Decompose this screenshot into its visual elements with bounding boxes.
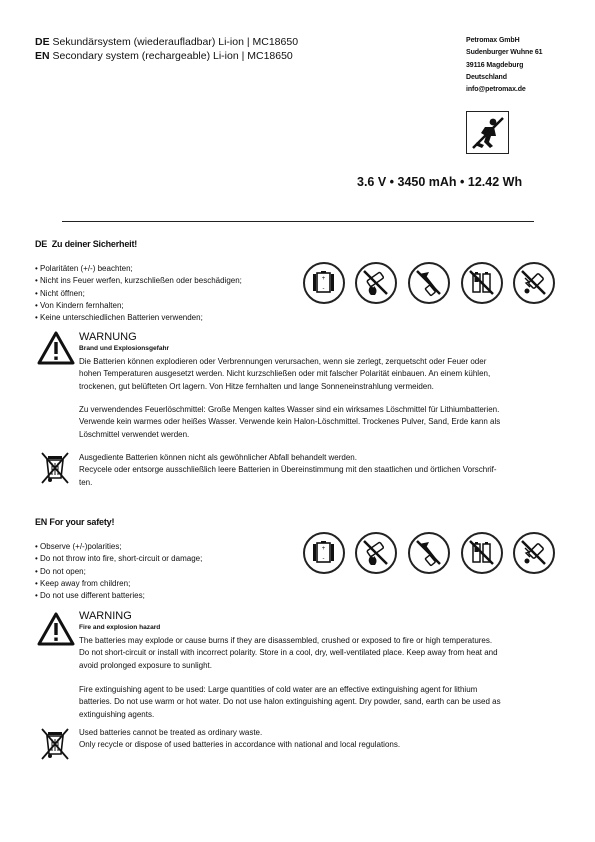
no-mixed-batteries-icon <box>461 532 503 574</box>
list-item: • Polaritäten (+/-) beachten; <box>35 264 133 273</box>
company-address <box>466 35 542 96</box>
no-mixed-batteries-icon <box>461 262 503 304</box>
en-safety-heading <box>35 517 114 527</box>
list-item: • Do not open; <box>35 566 86 576</box>
list-item: • Do not throw into fire, short-circuit or damage; <box>35 554 203 564</box>
svg-text:-: - <box>322 556 325 562</box>
de-bullet-list <box>35 263 242 324</box>
no-short-circuit-icon <box>513 262 555 304</box>
list-item: • Observe (+/-)polarities; <box>35 542 122 551</box>
list-item: • Von Kindern fernhalten; <box>35 300 124 310</box>
keep-away-from-children-icon <box>466 111 509 154</box>
de-product-title <box>35 36 298 49</box>
battery-specs: 3.6 V • 3450 mAh • 12.42 Wh <box>357 175 523 189</box>
warning-triangle-icon <box>37 331 75 370</box>
paragraph-line: avoid prolonged exposure to sunlight. <box>79 660 212 670</box>
en-title-text: Secondary system (rechargeable) Li-ion | MC18650 <box>52 50 293 62</box>
company-country: Deutschland <box>466 73 507 81</box>
company-email: info@petromax.de <box>466 86 526 94</box>
de-extinguish-text <box>79 404 500 441</box>
no-fire-icon <box>355 262 397 304</box>
en-safety-icon-row <box>303 532 555 576</box>
list-item: • Do not use different batteries; <box>35 591 145 601</box>
company-street: Sudenburger Wuhne 61 <box>466 49 543 57</box>
en-warning-title: WARNING <box>79 610 132 622</box>
en-extinguish-text <box>79 684 501 721</box>
list-item: • Keine unterschiedlichen Batterien verwenden; <box>35 313 203 323</box>
en-bullet-list <box>35 541 202 602</box>
no-open-icon <box>408 262 450 304</box>
de-heading-tag: DE <box>35 239 48 249</box>
paragraph-line: The batteries may explode or cause burns if they are disassembled, crushed or exposed to fire or high temperatures. <box>79 636 493 645</box>
no-short-circuit-icon <box>513 532 555 574</box>
list-item: • Keep away from children; <box>35 578 131 588</box>
de-safety-icon-row <box>303 262 555 306</box>
no-fire-icon <box>355 532 397 574</box>
divider <box>62 221 534 222</box>
paragraph-line: Do not short-circuit or install with incorrect polarity. Store in a cool, dry, well-ventilated place. Keep away from heat and <box>79 648 498 658</box>
en-heading-tag: EN <box>35 517 48 527</box>
svg-text:-: - <box>322 286 325 292</box>
paragraph-line: trockenen, gut belüfteten Ort lagern. Von Hitze fernhalten und lange Sonneneinstrahlung vermeiden. <box>79 381 434 391</box>
de-title-text: Sekundärsystem (wiederaufladbar) Li-ion | MC18650 <box>52 36 299 48</box>
polarity-icon <box>303 262 345 304</box>
paragraph-line: Only recycle or dispose of used batteries in accordance with national and local regulations. <box>79 740 401 750</box>
polarity-icon <box>303 532 345 574</box>
paragraph-line: batteries. Do not use warm or hot water. Do not use halon extinguishing agent. Dry powder, sand, earth can be used as <box>79 697 501 707</box>
weee-bin-icon <box>40 450 70 491</box>
list-item: • Nicht ins Feuer werfen, kurzschließen oder beschädigen; <box>35 276 242 286</box>
list-item: • Nicht öffnen; <box>35 288 85 298</box>
de-heading-text: Zu deiner Sicherheit! <box>51 239 138 249</box>
en-warning-subtitle: Fire and explosion hazard <box>79 624 161 631</box>
paragraph-line: Verwende kein warmes oder heißes Wasser. Verwende kein Halon-Löschmittel. Trockenes Pulver, Sand, Erde kann als <box>79 417 501 427</box>
de-disposal-text <box>79 452 497 489</box>
en-tag: EN <box>35 50 50 62</box>
company-city: 39116 Magdeburg <box>466 61 524 69</box>
company-name: Petromax GmbH <box>466 37 520 44</box>
en-disposal-text <box>79 727 400 752</box>
en-warning-text <box>79 635 498 672</box>
de-warning-title: WARNUNG <box>79 331 137 343</box>
svg-text:+: + <box>321 276 326 282</box>
paragraph-line: Die Batterien können explodieren oder Verbrennungen verursachen, wenn sie zerlegt, zerquetscht oder Feuer oder <box>79 357 487 366</box>
de-tag: DE <box>35 36 50 48</box>
paragraph-line: Recycele oder entsorge ausschließlich leere Batterien in Übereinstimmung mit den staatlichen und örtlichen Vorschrif- <box>79 465 497 475</box>
paragraph-line: hohen Temperaturen ausgesetzt werden. Nicht kurzschließen oder mit falscher Polarität einbauen. An einem kühlen, <box>79 369 491 379</box>
paragraph-line: ten. <box>79 477 93 487</box>
paragraph-line: Fire extinguishing agent to be used: Large quantities of cold water are an effective extinguishing agent for lithium <box>79 685 478 694</box>
paragraph-line: Ausgediente Batterien können nicht als gewöhnlicher Abfall behandelt werden. <box>79 453 357 462</box>
paragraph-line: Zu verwendendes Feuerlöschmittel: Große Mengen kaltes Wasser sind ein wirksames Löschmittel für Lithiumbatterien. <box>79 405 500 414</box>
paragraph-line: Used batteries cannot be treated as ordinary waste. <box>79 728 263 737</box>
paragraph-line: Löschmittel verwendet werden. <box>79 429 190 439</box>
en-heading-text: For your safety! <box>49 517 115 527</box>
no-open-icon <box>408 532 450 574</box>
de-warning-text <box>79 356 490 393</box>
warning-triangle-icon <box>37 612 75 651</box>
weee-bin-icon <box>40 726 70 767</box>
svg-text:+: + <box>321 546 326 552</box>
en-product-title <box>35 50 293 63</box>
de-safety-heading <box>35 239 137 249</box>
de-warning-subtitle: Brand und Explosionsgefahr <box>79 345 170 352</box>
paragraph-line: extinguishing agents. <box>79 709 155 719</box>
